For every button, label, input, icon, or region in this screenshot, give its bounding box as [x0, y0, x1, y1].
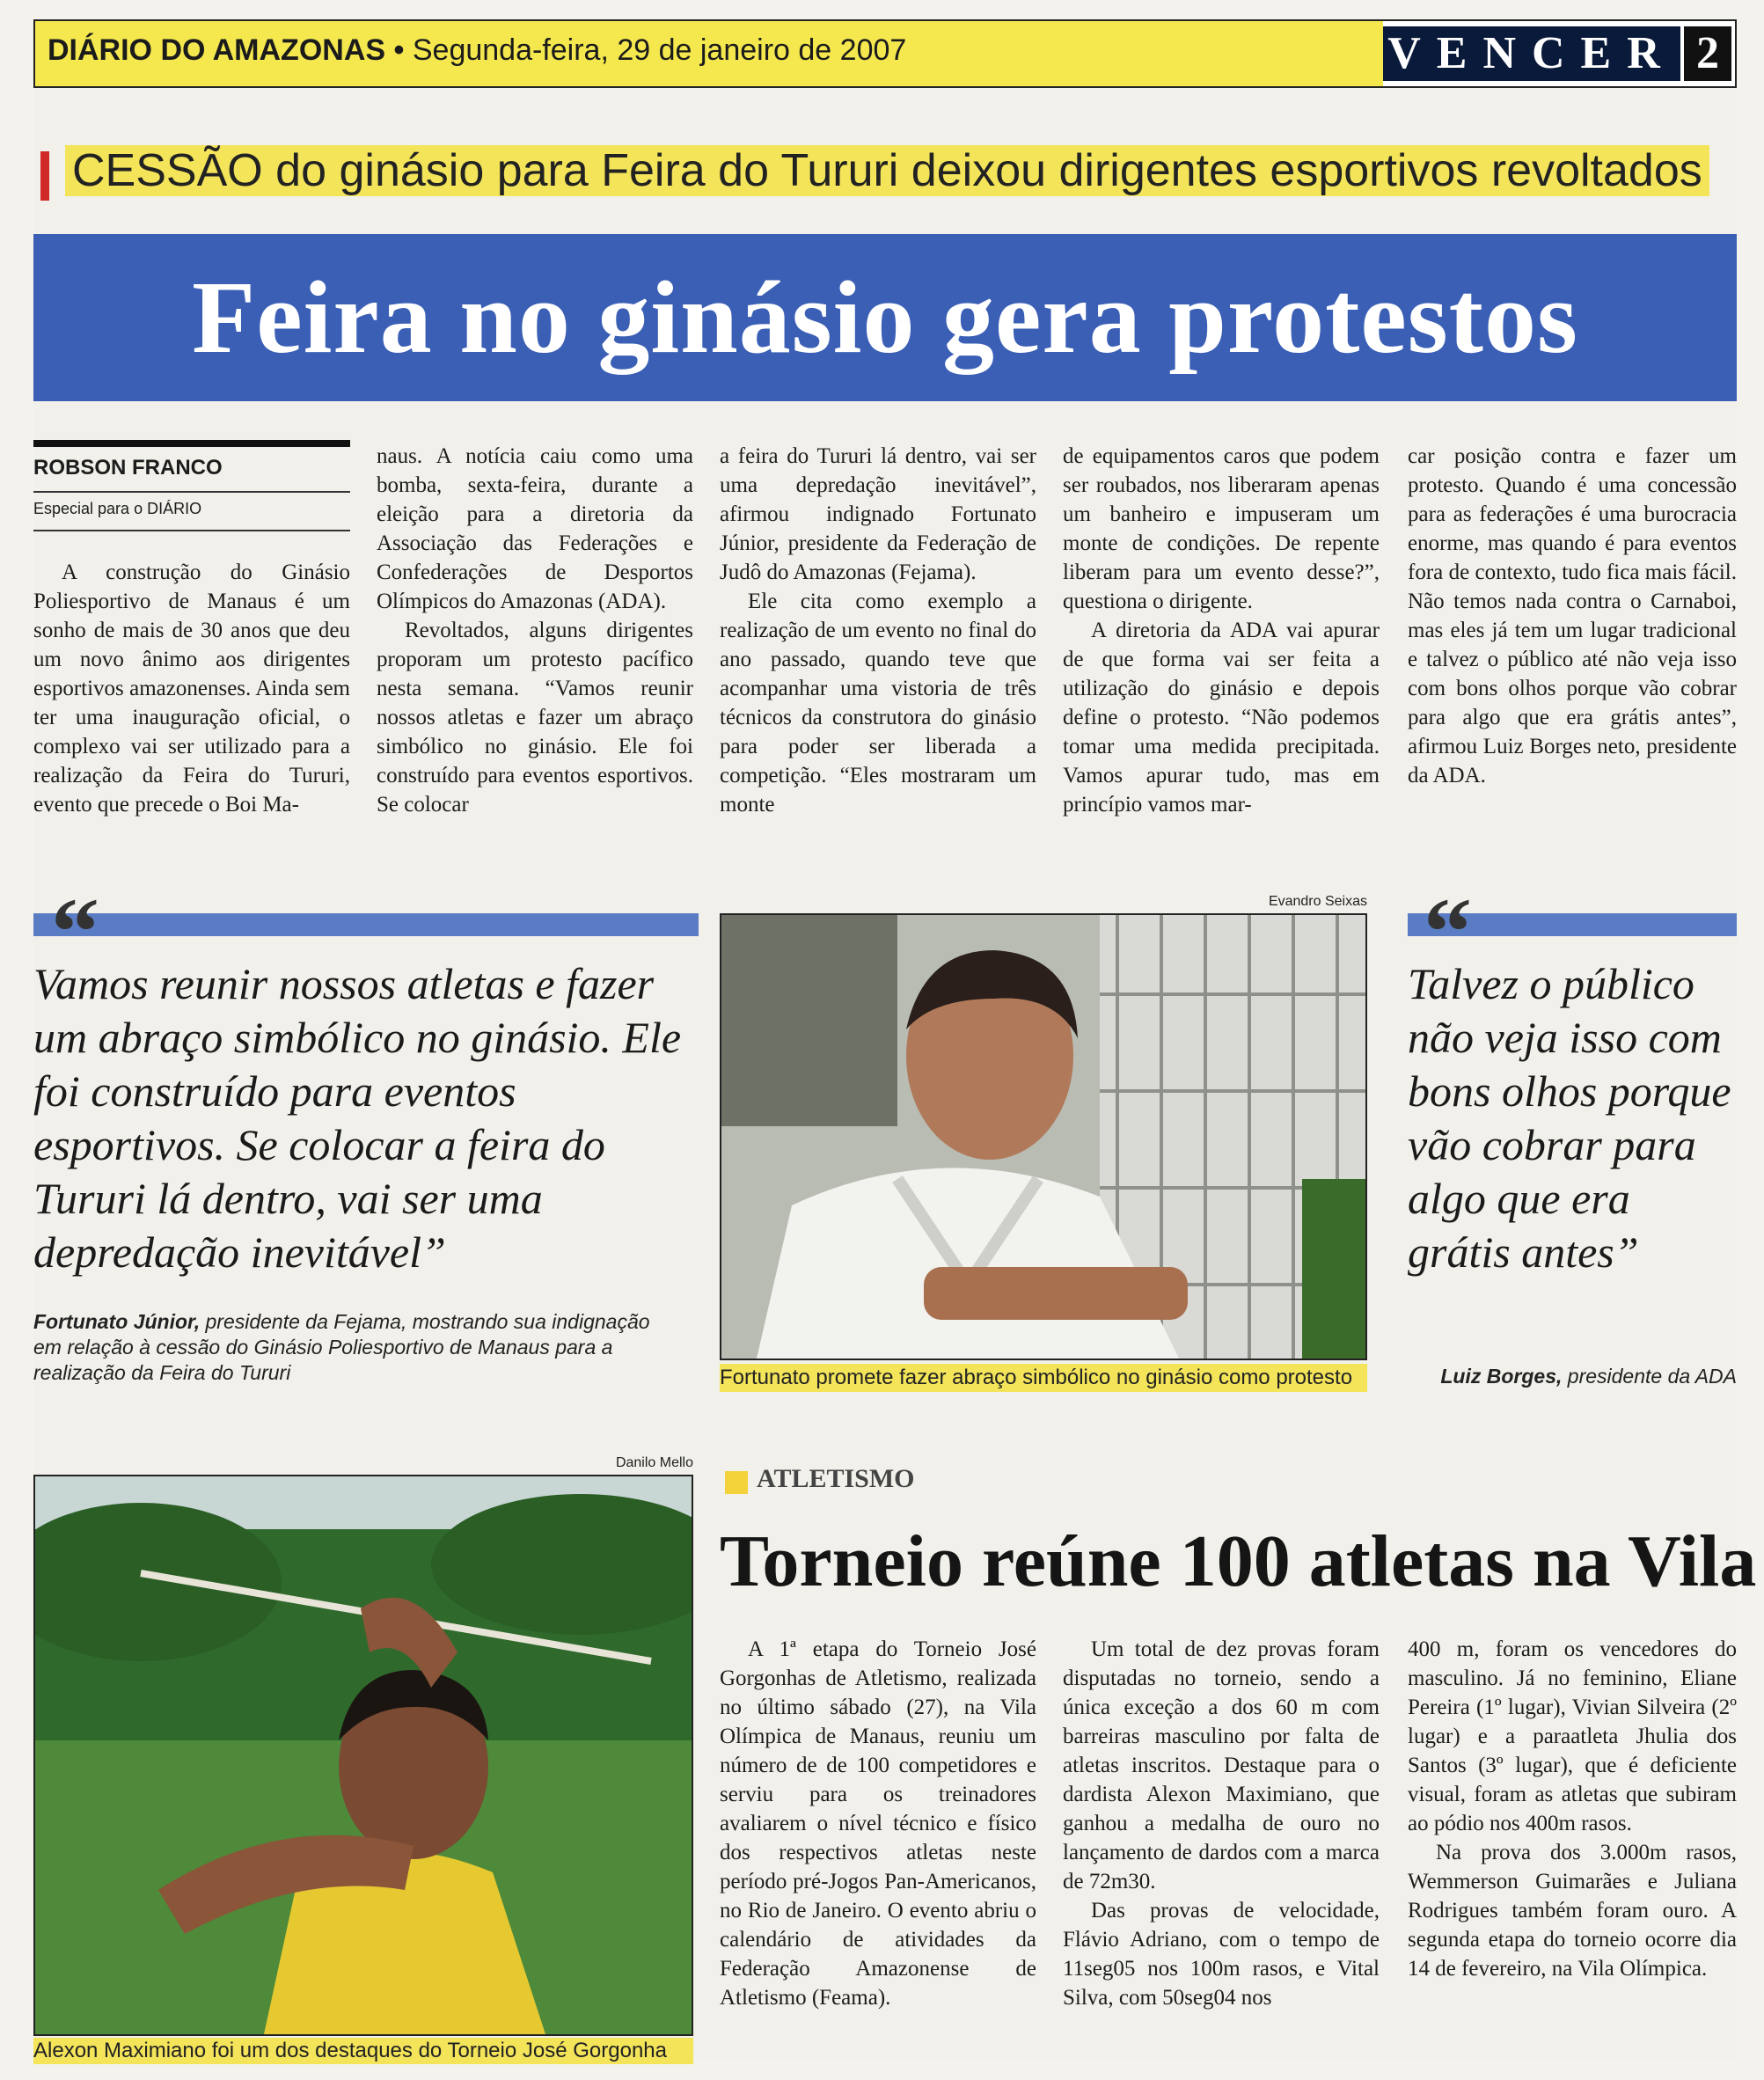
- paragraph: 400 m, foram os vencedores do masculino. Já no feminino, Eliane Pereira (1º lugar), Vivian Silveira (2º lugar) e a paraatleta Jhulia dos Santos (3º lugar), que é deficiente visual, foram as atletas que subiram ao pódio nos 400m rasos.: [1408, 1637, 1737, 1835]
- paragraph: A 1ª etapa do Torneio José Gorgonhas de Atletismo, realizada no último sábado (27), na Vila Olímpica de Manaus, reuniu um número de de 100 competidores e serviu para os treinadores avaliarem o nível técnico e físico dos respectivos atletas neste período pré-Jogos Pan-Americanos, no Rio de Janeiro. O evento abriu o calendário de atividades da Federação Amazonense de Atletismo (Feama).: [720, 1637, 1036, 2010]
- photo-credit: Danilo Mello: [615, 1455, 693, 1470]
- article-column-5: [1408, 442, 1737, 790]
- athlete-image: [35, 1476, 692, 2034]
- paragraph: A construção do Ginásio Poliesportivo de Manaus é um sonho de mais de 30 anos que deu um novo ânimo aos dirigentes esportivos amazonenses. Ainda sem ter uma inauguração oficial, o complexo vai ser utilizado para a realização da Feira do Tururi, evento que precede o Boi Ma-: [33, 560, 350, 817]
- article-column-1: [33, 558, 350, 819]
- section-tag-marker: [725, 1471, 748, 1494]
- kicker-text: CESSÃO do ginásio para Feira do Tururi deixou dirigentes esportivos revoltados: [65, 145, 1709, 196]
- pull-quote-left: Vamos reunir nossos atletas e fazer um abraço simbólico no ginásio. Ele foi construído para eventos esportivos. Se colocar a feira do Tururi lá dentro, vai ser uma depredação inevitável”: [33, 959, 682, 1277]
- paragraph: A diretoria da ADA vai apurar de que forma vai ser feita a utilização do ginásio e depois define o protesto. “Não podemos tomar uma medida precipitada. Vamos apurar tudo, mas em princípio vamos mar-: [1063, 619, 1380, 817]
- article-column-3: [1408, 1635, 1737, 2048]
- author-name: ROBSON FRANCO: [33, 456, 223, 480]
- paragraph: Na prova dos 3.000m rasos, Wemmerson Guimarães e Juliana Rodrigues também foram ouro. A segunda etapa do torneio ocorre dia 14 de fevereiro, na Vila Olímpica.: [1408, 1841, 1737, 1981]
- article-column-4: [1063, 442, 1380, 819]
- section-name: VENCER: [1383, 26, 1680, 81]
- masthead-text: [48, 33, 906, 68]
- pull-quote-right: Talvez o público não veja isso com bons olhos porque vão cobrar para algo que era grátis antes”: [1408, 959, 1731, 1277]
- quote-speaker: Luiz Borges,: [1440, 1365, 1563, 1388]
- photo-credit: Evandro Seixas: [1268, 894, 1367, 909]
- article-column-3: [720, 442, 1036, 819]
- paragraph: car posição contra e fazer um protesto. Quando é uma concessão para as federações é uma burocracia enorme, mas quando é para eventos fora de contexto, tudo fica mais fácil. Não temos nada contra o Carnaboi, mas eles já tem um lugar tradicional e talvez o público até não veja isso com bons olhos porque vão cobrar para algo que era grátis antes”, afirmou Luiz Borges neto, presidente da ADA.: [1408, 444, 1737, 787]
- masthead: [33, 19, 1737, 88]
- photo-caption: Alexon Maximiano foi um dos destaques do Torneio José Gorgonha: [33, 2038, 693, 2064]
- paragraph: naus. A notícia caiu como uma bomba, sexta-feira, durante a eleição para a diretoria da Associação das Federações e Confederações de Desportos Olímpicos do Amazonas (ADA).: [377, 444, 693, 613]
- masthead-separator: •: [385, 33, 413, 67]
- kicker-marker: [40, 151, 49, 201]
- byline-divider-bottom: [33, 530, 350, 531]
- portrait-image: [721, 915, 1365, 1359]
- quote-speaker-role: presidente da Fejama, mostrando sua indignação em relação à cessão do Ginásio Poliesportivo de Manaus para a realização da Feira do Tururi: [33, 1310, 650, 1384]
- quote-mark-icon: “: [51, 878, 99, 985]
- paragraph: Revoltados, alguns dirigentes proporam um protesto pacífico nesta semana. “Vamos reunir nossos atletas e fazer um abraço simbólico no ginásio. Ele foi construído para eventos esportivos. Se colocar: [377, 619, 693, 817]
- article-column-2: [377, 442, 693, 819]
- article-column-2: [1063, 1635, 1380, 2012]
- quote-bar-left: [33, 913, 699, 936]
- photo-fortunato: [720, 913, 1367, 1360]
- quote-attribution-left: [33, 1309, 667, 1386]
- quote-speaker-role: presidente da ADA: [1562, 1365, 1737, 1388]
- issue-date: Segunda-feira, 29 de janeiro de 2007: [412, 33, 907, 67]
- page-number: 2: [1684, 26, 1731, 81]
- paragraph: Ele cita como exemplo a realização de um evento no final do ano passado, quando teve que acompanhar uma vistoria de três técnicos da construtora do ginásio para poder ser liberada a competição. “Eles mostraram um monte: [720, 590, 1036, 817]
- photo-alexon: [33, 1475, 693, 2036]
- quote-attribution-right: [1408, 1364, 1737, 1389]
- newspaper-page: [33, 19, 1757, 2062]
- article-headline: Torneio reúne 100 atletas na Vila: [720, 1520, 1757, 1602]
- article-kicker: [65, 144, 1737, 206]
- byline-rule: [33, 440, 350, 447]
- quote-mark-icon: “: [1424, 878, 1472, 985]
- paragraph: Das provas de velocidade, Flávio Adriano, com o tempo de 11seg05 nos 100m rasos, e Vital Silva, com 50seg04 nos: [1063, 1899, 1380, 2010]
- section-tag: ATLETISMO: [757, 1464, 915, 1493]
- article-column-1: [720, 1635, 1036, 2012]
- paragraph: de equipamentos caros que podem ser roubados, nos liberaram apenas um banheiro e impuseram um monte de condições. De repente liberam para um evento desse?”, questiona o dirigente.: [1063, 444, 1380, 613]
- paragraph: Um total de dez provas foram disputadas no torneio, sendo a única exceção a dos 60 m com barreiras masculino por falta de atletas inscritos. Destaque para o dardista Alexon Maximiano, que ganhou a medalha de ouro no lançamento de dardos com a marca de 72m30.: [1063, 1637, 1380, 1893]
- article-headline: Feira no ginásio gera protestos: [33, 234, 1737, 401]
- author-role: Especial para o DIÁRIO: [33, 500, 202, 517]
- quote-speaker: Fortunato Júnior,: [33, 1310, 201, 1333]
- byline-divider: [33, 491, 350, 493]
- photo-caption: Fortunato promete fazer abraço simbólico no ginásio como protesto: [720, 1364, 1367, 1392]
- paragraph: a feira do Tururi lá dentro, vai ser uma depredação inevitável”, afirmou indignado Fortunato Júnior, presidente da Federação de Judô do Amazonas (Fejama).: [720, 444, 1036, 584]
- paper-name: DIÁRIO DO AMAZONAS: [48, 33, 386, 67]
